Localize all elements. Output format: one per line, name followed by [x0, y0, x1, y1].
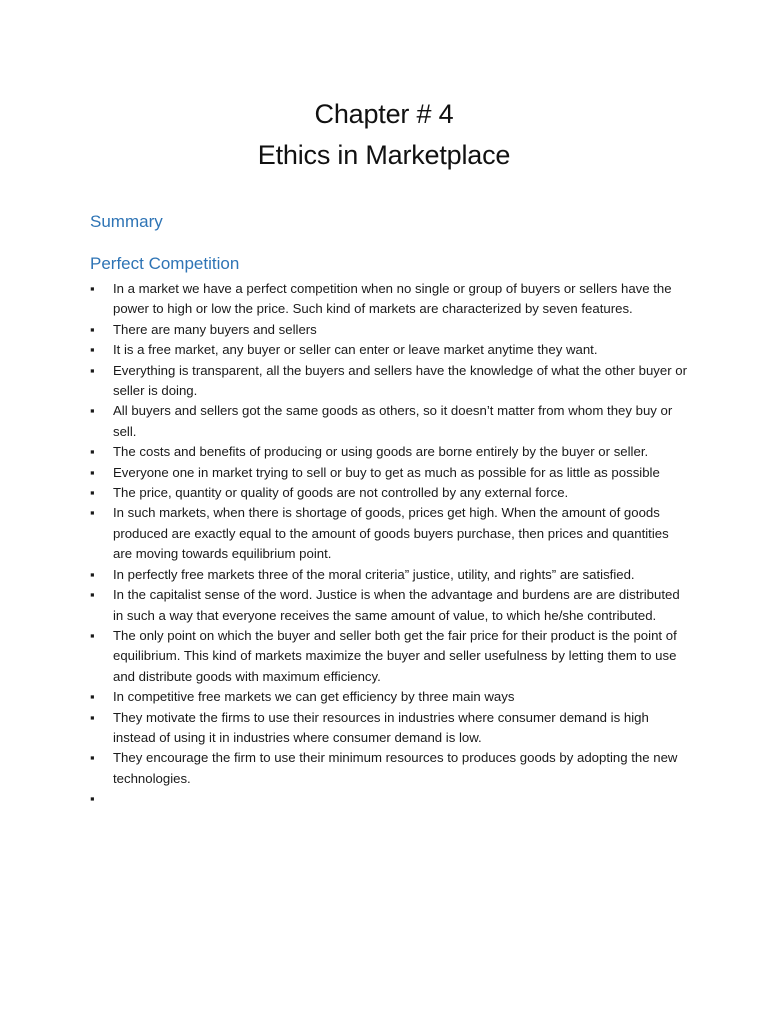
bullet-text: In the capitalist sense of the word. Justice is when the advantage and burdens are are distributed in such a way that everyone receives the same amount of value, to which he/she contributed.	[113, 587, 680, 623]
bullet-item	[90, 687, 690, 707]
bullet-marker: ▪	[90, 750, 95, 766]
bullet-marker: ▪	[90, 444, 95, 460]
bullet-list	[90, 279, 690, 810]
bullet-item	[90, 748, 690, 789]
section-heading-perfect-competition: Perfect Competition	[90, 254, 240, 273]
bullet-marker: ▪	[90, 281, 95, 296]
bullet-item	[90, 340, 690, 360]
bullet-text: In perfectly free markets three of the moral criteria” justice, utility, and rights” are satisfied.	[113, 566, 635, 582]
bullet-item	[90, 483, 690, 503]
bullet-item	[90, 361, 690, 402]
bullet-marker: ▪	[90, 362, 95, 378]
bullet-text: Everyone one in market trying to sell or buy to get as much as possible for as little as possible	[113, 464, 660, 480]
bullet-text: The price, quantity or quality of goods are not controlled by any external force.	[113, 485, 569, 501]
bullet-text: The only point on which the buyer and seller both get the fair price for their product is the point of equilibrium. This kind of markets maximize the buyer and seller usefulness by letting them to use and distribute goods with maximum efficiency.	[113, 627, 677, 684]
bullet-text: They motivate the firms to use their resources in industries where consumer demand is high instead of using it in industries where consumer demand is low.	[113, 709, 649, 745]
chapter-name: Ethics in Marketplace	[257, 140, 511, 170]
bullet-text: All buyers and sellers got the same goods as others, so it doesn’t matter from whom they buy or sell.	[113, 403, 673, 439]
bullet-marker: ▪	[90, 627, 95, 643]
bullet-marker: ▪	[90, 709, 95, 725]
bullet-item	[90, 565, 690, 585]
bullet-text: Everything is transparent, all the buyers and sellers have the knowledge of what the other buyer or seller is doing.	[113, 362, 687, 399]
summary-heading: Summary	[90, 212, 163, 231]
bullet-item	[90, 320, 690, 340]
bullet-marker: ▪	[90, 791, 95, 807]
bullet-text: The costs and benefits of producing or using goods are borne entirely by the buyer or seller.	[113, 444, 649, 460]
bullet-item-empty	[90, 789, 690, 809]
bullet-text	[113, 789, 690, 809]
bullet-item	[90, 401, 690, 442]
bullet-marker: ▪	[90, 321, 95, 337]
bullet-item	[90, 626, 690, 687]
bullet-item	[90, 442, 690, 462]
bullet-item	[90, 279, 690, 320]
bullet-marker: ▪	[90, 403, 95, 419]
bullet-marker: ▪	[90, 464, 95, 480]
bullet-text: They encourage the firm to use their minimum resources to produces goods by adopting the new technologies.	[113, 750, 678, 786]
bullet-item	[90, 708, 690, 749]
bullet-marker: ▪	[90, 587, 95, 603]
bullet-text: In competitive free markets we can get efficiency by three main ways	[113, 689, 515, 705]
bullet-text: There are many buyers and sellers	[113, 321, 317, 337]
bullet-item	[90, 463, 690, 483]
bullet-item	[90, 503, 690, 564]
chapter-title	[0, 94, 768, 176]
bullet-item	[90, 585, 690, 626]
bullet-marker: ▪	[90, 342, 95, 358]
bullet-marker: ▪	[90, 485, 95, 501]
bullet-marker: ▪	[90, 505, 95, 521]
bullet-marker: ▪	[90, 689, 95, 705]
bullet-text: In a market we have a perfect competition when no single or group of buyers or sellers have the power to high or low the price. Such kind of markets are characterized by seven features.	[113, 281, 672, 317]
bullet-marker: ▪	[90, 566, 95, 582]
chapter-number: Chapter # 4	[314, 99, 454, 129]
bullet-text: In such markets, when there is shortage of goods, prices get high. When the amount of goods produced are exactly equal to the amount of goods buyers purchase, then prices and quantities are moving towards equilibrium point.	[113, 505, 669, 562]
bullet-text: It is a free market, any buyer or seller can enter or leave market anytime they want.	[113, 342, 598, 358]
